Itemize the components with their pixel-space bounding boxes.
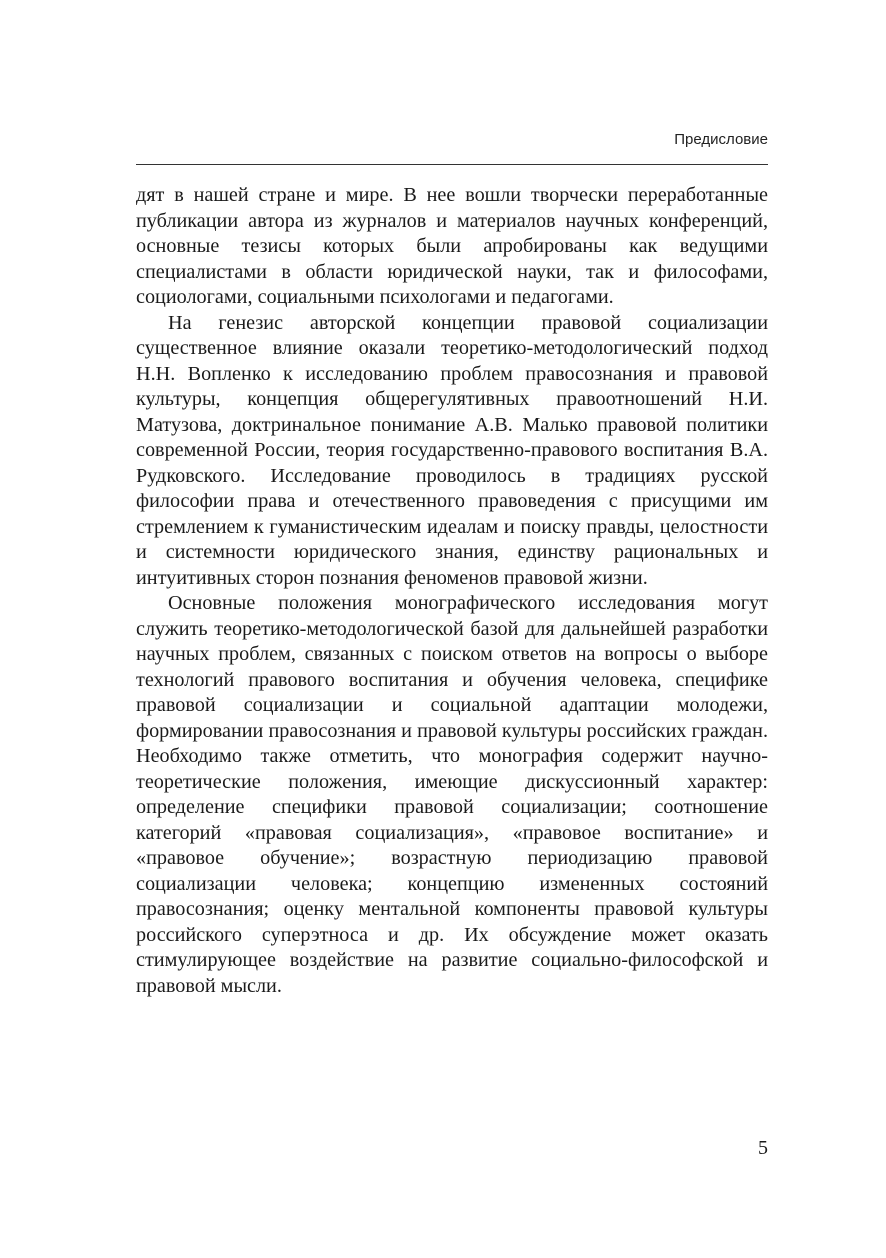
header-divider	[136, 164, 768, 165]
paragraph-genesis: На генезис авторской концепции правовой социализации существенное влияние оказали теоретико-методологический подход Н.Н. Вопленко к исследованию проблем правосознания и правовой культуры, концепция общерегулятивных правоотношений Н.И. Матузова, доктринальное понимание А.В. Малько правовой политики современной России, теория государственно-правового воспитания В.А. Рудковского. Исследование проводилось в традициях русской философии права и отечественного правоведения с присущими им стремлением к гуманистическим идеалам и поиску правды, целостности и системности юридического знания, единству рациональных и интуитивных сторон познания феноменов правовой жизни.	[136, 311, 768, 589]
body-text	[136, 183, 768, 999]
paragraph-continuation: дят в нашей стране и мире. В нее вошли творчески переработанные публикации автора из журналов и материалов научных конференций, основные тезисы которых были апробированы как ведущими специалистами в области юридической науки, так и философами, социологами, социальными психологами и педагогами.	[136, 184, 768, 308]
running-header: Предисловие	[674, 131, 768, 148]
paragraph-main-provisions: Основные положения монографического исследования могут служить теоретико-методологической базой для дальнейшей разработки научных проблем, связанных с поиском ответов на вопросы о выборе технологий правового воспитания и обучения человека, специфике правовой социализации и социальной адаптации молодежи, формировании правосознания и правовой культуры российских граждан. Необходимо также отметить, что монография содержит научно-теоретические положения, имеющие дискуссионный характер: определение специфики правовой социализации; соотношение категорий «правовая социализация», «правовое воспитание» и «правовое обучение»; возрастную периодизацию правовой социализации человека; концепцию измененных состояний правосознания; оценку ментальной компоненты правовой культуры российского суперэтноса и др. Их обсуждение может оказать стимулирующее воздействие на развитие социально-философской и правовой мысли.	[136, 592, 768, 997]
page-number: 5	[758, 1137, 768, 1159]
